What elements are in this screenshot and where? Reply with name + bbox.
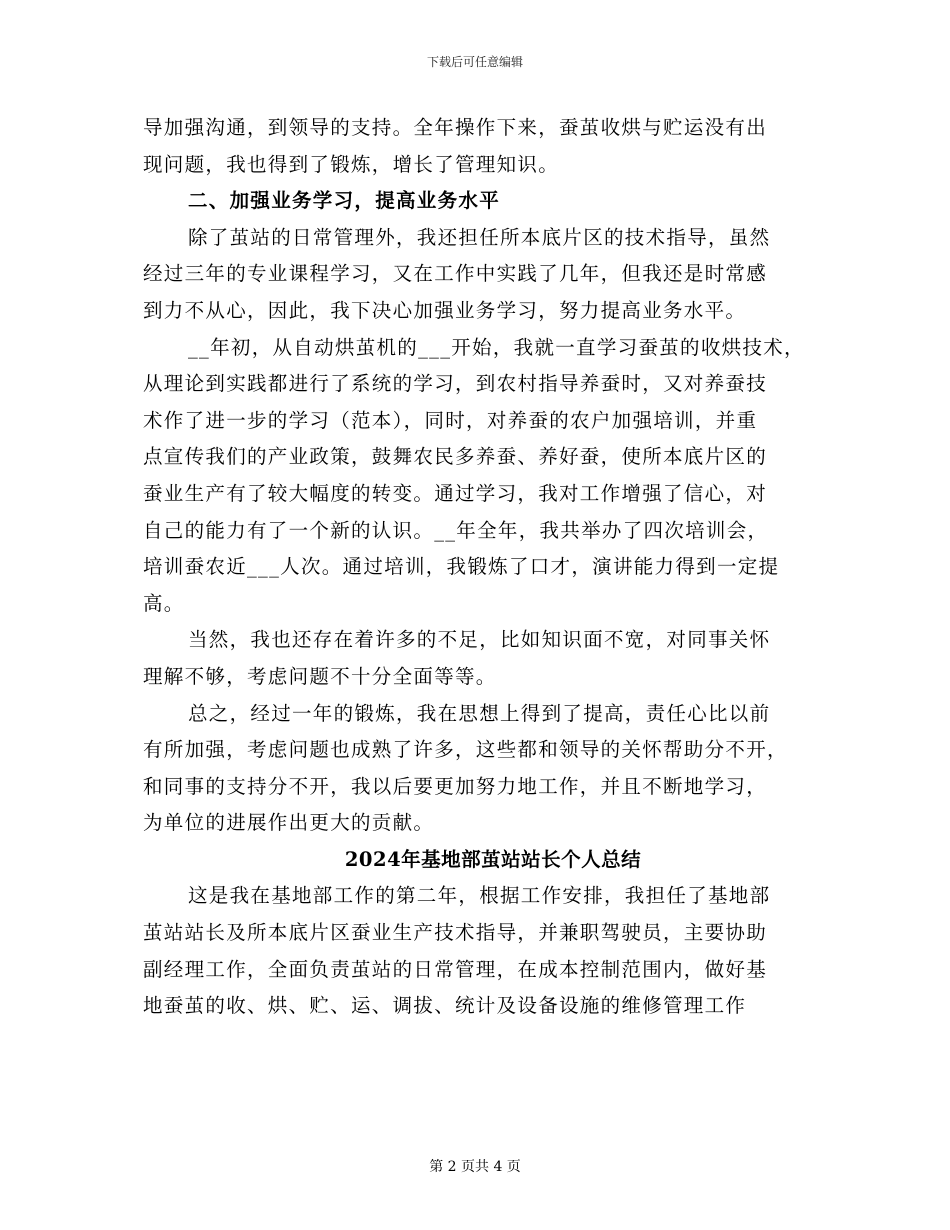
body-line: 从理论到实践都进行了系统的学习，到农村指导养蚕时，又对养蚕技 — [143, 372, 768, 396]
body-line: 有所加强，考虑问题也成熟了许多，这些都和领导的关怀帮助分不开， — [143, 738, 788, 762]
page-number: 第 2 页共 4 页 — [429, 1159, 521, 1175]
body-line: 高。 — [143, 591, 185, 615]
document-title: 2024年基地部茧站站长个人总结 — [344, 847, 642, 871]
paragraph-start-line: __年初，从自动烘茧机的___开始，我就一直学习蚕茧的收烘技术， — [188, 335, 805, 359]
body-line: 到力不从心，因此，我下决心加强业务学习，努力提高业务水平。 — [143, 298, 747, 322]
body-line: 自己的能力有了一个新的认识。__年全年，我共举办了四次培训会， — [143, 518, 769, 542]
body-line: 点宣传我们的产业政策，鼓舞农民多养蚕、养好蚕，使所本底片区的 — [143, 445, 768, 469]
paragraph-start-line: 总之，经过一年的锻炼，我在思想上得到了提高，责任心比以前 — [188, 701, 771, 725]
body-line: 培训蚕农近___人次。通过培训，我锻炼了口才，演讲能力得到一定提 — [143, 555, 780, 579]
body-line: 理解不够，考虑问题不十分全面等等。 — [143, 664, 497, 688]
body-line: 为单位的进展作出更大的贡献。 — [143, 811, 435, 835]
body-line: 蚕业生产有了较大幅度的转变。通过学习，我对工作增强了信心，对 — [143, 481, 768, 505]
body-line: 副经理工作，全面负责茧站的日常管理，在成本控制范围内，做好基 — [143, 957, 768, 981]
document-body — [143, 110, 823, 1025]
body-line: 术作了进一步的学习（范本），同时，对养蚕的农户加强培训，并重 — [143, 408, 758, 432]
body-line: 现问题，我也得到了锻炼，增长了管理知识。 — [143, 152, 560, 176]
section-heading: 二、加强业务学习，提高业务水平 — [188, 189, 501, 213]
paragraph-start-line: 除了茧站的日常管理外，我还担任所本底片区的技术指导，虽然 — [188, 225, 771, 249]
paragraph-start-line: 这是我在基地部工作的第二年，根据工作安排，我担任了基地部 — [188, 884, 771, 908]
body-line: 和同事的支持分不开，我以后要更加努力地工作，并且不断地学习， — [143, 774, 768, 798]
paragraph-start-line: 当然，我也还存在着许多的不足，比如知识面不宽，对同事关怀 — [188, 628, 771, 652]
body-line: 茧站站长及所本底片区蚕业生产技术指导，并兼职驾驶员，主要协助 — [143, 921, 768, 945]
body-line: 导加强沟通，到领导的支持。全年操作下来，蚕茧收烘与贮运没有出 — [143, 116, 768, 139]
body-line: 经过三年的专业课程学习，又在工作中实践了几年，但我还是时常感 — [143, 262, 768, 286]
page-header: 下载后可任意编辑 — [426, 55, 523, 69]
body-line: 地蚕茧的收、烘、贮、运、调拔、统计及设备设施的维修管理工作 — [143, 994, 747, 1018]
